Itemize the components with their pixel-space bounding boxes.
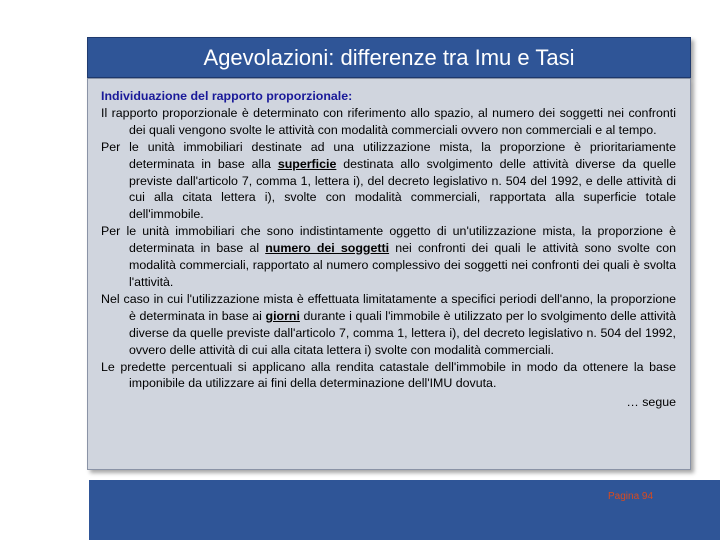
- paragraph-giorni-text-b: durante i quali l'immobile è utilizzato per lo svolgimento delle attività diverse da quelle previste dall'articolo 7, comma 1, lettera i), del decreto legislativo n. 504 del 1992, ovvero delle attività di cui alla citata lettera i) svolte con modalità commerciali.: [129, 308, 676, 357]
- paragraph-soggetti-text-b: nei confronti dei quali le attività sono svolte con modalità commerciali, rapportato al numero complessivo dei soggetti nei confronti dei quali è svolta l'attività.: [129, 241, 676, 289]
- footer-bar: [89, 480, 720, 540]
- paragraph-soggetti-text-a: Per le unità immobiliari che sono indistintamente oggetto di un'utilizzazione mista, la proporzione è determinata in base al: [101, 224, 676, 256]
- content-box: [87, 78, 691, 470]
- paragraph-superficie-text-a: Per le unità immobiliari destinate ad una utilizzazione mista, la proporzione è prioritariamente determinata in base alla: [101, 139, 676, 171]
- paragraph-spazio: Il rapporto proporzionale è determinato con riferimento allo spazio, al numero dei soggetti nei confronti dei quali vengono svolte le attività con modalità commerciali ovvero non commerciali e al tempo.: [101, 105, 676, 137]
- paragraph-giorni: [101, 291, 676, 359]
- page-number: Pagina 94: [608, 491, 654, 502]
- keyword-numero-soggetti: numero dei soggetti: [265, 241, 390, 256]
- slide-title-bar: [87, 37, 691, 78]
- paragraph-percentuali: Le predette percentuali si applicano alla rendita catastale dell'immobile in modo da ottenere la base imponibile da utilizzare ai fini della determinazione dell'IMU dovuta.: [101, 359, 676, 391]
- paragraph-giorni-text-a: Nel caso in cui l'utilizzazione mista è effettuata limitatamente a specifici periodi dell'anno, la proporzione è determinata in base ai: [101, 291, 676, 323]
- paragraph-soggetti: [101, 223, 676, 291]
- paragraph-superficie: [101, 139, 676, 224]
- keyword-superficie: superficie: [277, 156, 337, 171]
- paragraph-superficie-text-b: destinata allo svolgimento delle attività diverse da quelle previste dall'articolo 7, comma 1, lettera i), del decreto legislativo n. 504 del 1992, e delle attività di cui alla citata lettera i), svolte con modalità commerciali, rapportata alla superficie totale dell'immobile.: [129, 156, 676, 222]
- slide-title: Agevolazioni: differenze tra Imu e Tasi: [203, 44, 575, 70]
- keyword-giorni: giorni: [265, 308, 300, 323]
- section-heading: Individuazione del rapporto proporzionale:: [101, 89, 353, 103]
- continue-label: … segue: [626, 395, 676, 410]
